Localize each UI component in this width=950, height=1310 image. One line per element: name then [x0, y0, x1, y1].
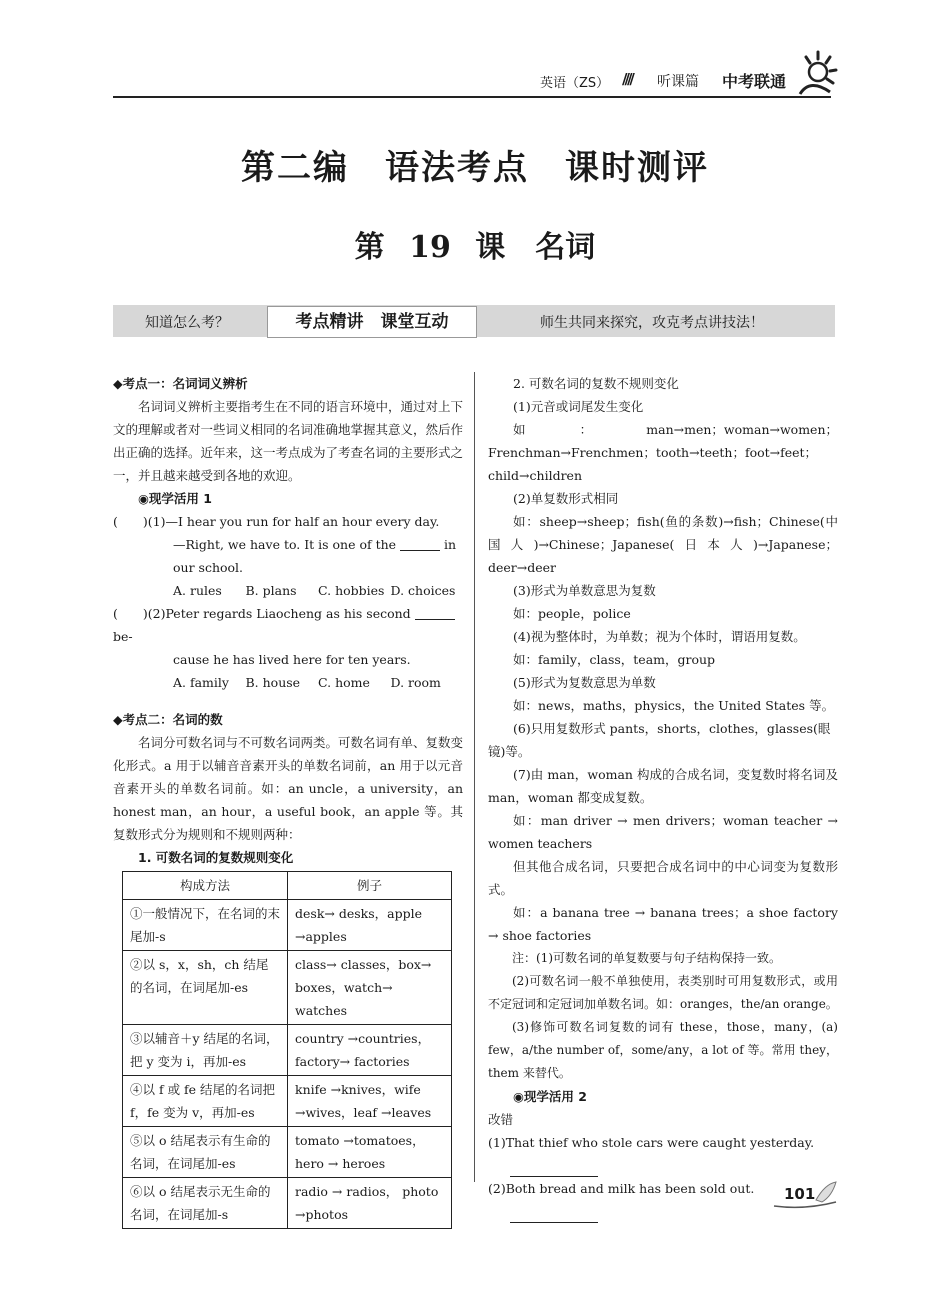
- table-header-row: [123, 872, 452, 900]
- k2-body: 名词分可数名词与不可数名词两类。可数名词有单、复数变化形式。a 用于以辅音音素开头的单数名词前，an 用于以元音音素开头的单数名词前。如：an uncle，a university，an honest man，an hour，a useful book，an apple 等。其复数形式分为规则和不规则两种：: [113, 735, 464, 842]
- table-cell-example: class→ classes，box→ boxes，watch→ watches: [288, 951, 452, 1025]
- answer-line-1[interactable]: [510, 1154, 598, 1177]
- table-row: [123, 1076, 452, 1127]
- table-cell-method: ⑥以 o 结尾表示无生命的名词，在词尾加-s: [123, 1178, 288, 1229]
- note-2: (2)可数名词一般不单独使用，表类别时可用复数形式，或用不定冠词和定冠词加单数名词。如：oranges，the/an orange。: [488, 974, 838, 1011]
- r7-title: (7)由 man，woman 构成的合成名词，变复数时将名词及 man，woman 都变成复数。: [488, 767, 838, 805]
- banner-left-text: 知道怎么考？: [145, 315, 229, 331]
- r5-example: 如：news，maths，physics，the United States 等。: [513, 698, 835, 713]
- table-header-method: 构成方法: [123, 872, 288, 900]
- right-column: [488, 372, 838, 1223]
- column-divider: [474, 372, 475, 1182]
- r6-title: (6)只用复数形式 pants，shorts，clothes，glasses(眼镜)等。: [488, 721, 831, 759]
- r5-title: (5)形式为复数意思为单数: [513, 675, 656, 690]
- table-row: [123, 1178, 452, 1229]
- left-column: [113, 372, 463, 1229]
- header-section: 听课篇: [657, 74, 699, 90]
- r8-example: 如：a banana tree → banana trees；a shoe factory → shoe factories: [488, 905, 838, 943]
- q2-blank[interactable]: [415, 605, 455, 620]
- q1-line1: ( )(1)—I hear you run for half an hour every day.: [113, 514, 440, 529]
- header-slash-deco: ////: [622, 70, 632, 88]
- sun-logo-icon: [790, 48, 840, 98]
- table-cell-method: ⑤以 o 结尾表示有生命的名词，在词尾加-es: [123, 1127, 288, 1178]
- q2-option-d[interactable]: D. room: [390, 675, 441, 690]
- table-cell-example: radio → radios， photo →photos: [288, 1178, 452, 1229]
- table-header-example: 例子: [288, 872, 452, 900]
- sub2-heading: 2. 可数名词的复数不规则变化: [513, 376, 679, 391]
- answer-line-2[interactable]: [510, 1200, 598, 1223]
- q2-line1-post: be-: [113, 629, 133, 644]
- q2-line1-pre: ( )(2)Peter regards Liaocheng as his second: [113, 606, 411, 621]
- error-item-1: (1)That thief who stole cars were caught yesterday.: [488, 1135, 815, 1150]
- k1-heading: ◆考点一：名词词义辨析: [113, 376, 248, 391]
- note-1: 注：(1)可数名词的单复数要与句子结构保持一致。: [512, 951, 781, 965]
- r3-title: (3)形式为单数意思为复数: [513, 583, 656, 598]
- banner-mid-text: 考点精讲 课堂互动: [267, 306, 477, 338]
- table-cell-example: desk→ desks，apple →apples: [288, 900, 452, 951]
- table-cell-example: country →countries，factory→ factories: [288, 1025, 452, 1076]
- k2-heading: ◆考点二：名词的数: [113, 712, 223, 727]
- q1-option-b[interactable]: B. plans: [245, 583, 297, 598]
- table-cell-method: ①一般情况下，在名词的末尾加-s: [123, 900, 288, 951]
- practice1-heading: ◉现学活用 1: [138, 491, 212, 506]
- lesson-title: 第 19 课 名词: [354, 230, 596, 265]
- header-subject: 英语（ZS）: [540, 76, 610, 91]
- table-cell-example: tomato →tomatoes，hero → heroes: [288, 1127, 452, 1178]
- q2-option-c[interactable]: C. home: [318, 675, 370, 690]
- table-row: [123, 951, 452, 1025]
- r8-title: 但其他合成名词，只要把合成名词中的中心词变为复数形式。: [488, 859, 838, 897]
- q1-option-d[interactable]: D. choices: [390, 583, 456, 598]
- table-cell-method: ②以 s，x，sh，ch 结尾的名词，在词尾加-es: [123, 951, 288, 1025]
- q2-options: [113, 671, 463, 694]
- practice2-heading: ◉现学活用 2: [513, 1089, 587, 1104]
- q2-option-a[interactable]: A. family: [173, 675, 229, 690]
- banner-right-text: 师生共同来探究，攻克考点讲技法！: [540, 315, 764, 331]
- table-cell-example: knife →knives，wife →wives，leaf →leaves: [288, 1076, 452, 1127]
- header-rule: [113, 96, 831, 98]
- page-title: 第二编 语法考点 课时测评: [241, 148, 709, 188]
- r2-example: 如：sheep→sheep；fish(鱼的条数)→fish；Chinese(中国人)→Chinese；Japanese(日本人)→Japanese；deer→deer: [488, 514, 838, 575]
- r3-example: 如：people，police: [513, 606, 631, 621]
- q1-options: [113, 579, 463, 602]
- page-number: 101: [784, 1185, 816, 1203]
- r2-title: (2)单复数形式相同: [513, 491, 619, 506]
- table-row: [123, 1127, 452, 1178]
- q1-line2: [113, 533, 463, 579]
- q1-option-c[interactable]: C. hobbies: [318, 583, 385, 598]
- r1-title: (1)元音或词尾发生变化: [513, 399, 644, 414]
- error-item-2: (2)Both bread and milk has been sold out.: [488, 1181, 755, 1196]
- q2-line1: [113, 602, 463, 648]
- plural-rules-table: [122, 871, 452, 1229]
- q1-option-a[interactable]: A. rules: [173, 583, 222, 598]
- r1-example: 如：man→men；woman→women；Frenchman→Frenchmen；tooth→teeth；foot→feet；child→children: [488, 422, 838, 483]
- table-row: [123, 1025, 452, 1076]
- q2-line2: cause he has lived here for ten years.: [173, 652, 411, 667]
- table-row: [123, 900, 452, 951]
- q1-line2-post: in our school.: [173, 537, 457, 575]
- sub1-heading: 1. 可数名词的复数规则变化: [138, 850, 294, 865]
- r4-example: 如：family，class，team，group: [513, 652, 716, 667]
- q2-option-b[interactable]: B. house: [245, 675, 301, 690]
- table-cell-method: ④以 f 或 fe 结尾的名词把 f，fe 变为 v，再加-es: [123, 1076, 288, 1127]
- table-cell-method: ③以辅音＋y 结尾的名词，把 y 变为 i，再加-es: [123, 1025, 288, 1076]
- q1-line2-pre: —Right, we have to. It is one of the: [173, 537, 397, 552]
- note-3: (3)修饰可数名词复数的词有 these，those，many，(a) few，a/the number of，some/any，a lot of 等。常用 they，them 来替代。: [488, 1020, 838, 1080]
- header-series: 中考联通: [722, 72, 787, 91]
- k1-body: 名词词义辨析主要指考生在不同的语言环境中，通过对上下文的理解或者对一些词义相同的名词准确地掌握其意义，然后作出正确的选择。近年来，这一考点成为了考查名词的主要形式之一，并且越来越受到各地的欢迎。: [113, 399, 464, 483]
- r4-title: (4)视为整体时，为单数；视为个体时，谓语用复数。: [513, 629, 806, 644]
- gaicuo-label: 改错: [488, 1112, 514, 1127]
- r7-example: 如：man driver → men drivers；woman teacher → women teachers: [488, 813, 838, 851]
- q1-blank[interactable]: [400, 536, 440, 551]
